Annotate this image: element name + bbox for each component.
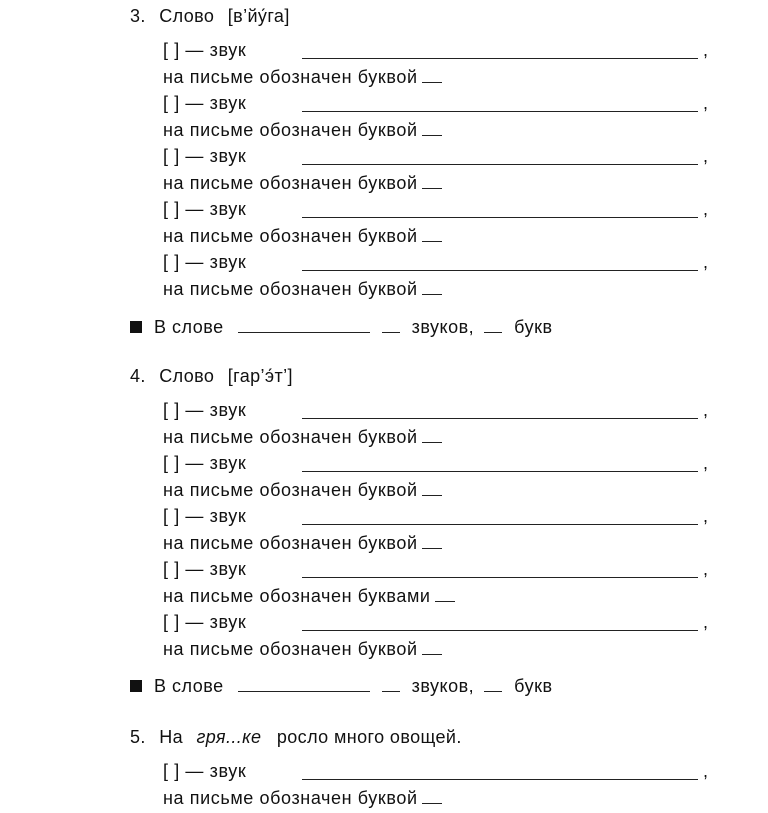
sound-label: [ ] — звук bbox=[163, 506, 247, 526]
bullet-square-icon bbox=[130, 321, 142, 333]
sound-answer-line[interactable] bbox=[302, 453, 698, 472]
comma: , bbox=[703, 146, 709, 166]
word-label: Слово bbox=[159, 6, 215, 26]
letter-text: на письме обозначен буквой bbox=[163, 226, 418, 246]
sound-label: [ ] — звук bbox=[163, 453, 247, 473]
sound-row bbox=[163, 400, 709, 424]
sound-answer-line[interactable] bbox=[302, 146, 698, 165]
comma: , bbox=[703, 400, 709, 420]
letter-answer-line[interactable] bbox=[422, 426, 442, 443]
sound-label: [ ] — звук bbox=[163, 146, 247, 166]
letter-text: на письме обозначен буквой bbox=[163, 427, 418, 447]
exercise-number: 4. bbox=[130, 366, 146, 386]
summary-prefix: В слове bbox=[154, 676, 224, 696]
sound-count-line[interactable] bbox=[382, 675, 400, 692]
letter-row bbox=[163, 479, 442, 503]
letter-answer-line[interactable] bbox=[422, 479, 442, 496]
sound-row bbox=[163, 252, 709, 276]
letter-count-line[interactable] bbox=[484, 675, 502, 692]
sound-row bbox=[163, 506, 709, 530]
sentence-end: росло много овощей. bbox=[276, 727, 462, 747]
sound-row bbox=[163, 453, 709, 477]
summary-row bbox=[130, 316, 553, 338]
sound-label: [ ] — звук bbox=[163, 40, 247, 60]
word-answer-line[interactable] bbox=[238, 316, 370, 333]
sound-label: [ ] — звук bbox=[163, 400, 247, 420]
letter-row bbox=[163, 66, 442, 90]
summary-prefix: В слове bbox=[154, 317, 224, 337]
sound-answer-line[interactable] bbox=[302, 761, 698, 780]
letter-text: на письме обозначен буквой bbox=[163, 480, 418, 500]
sound-row bbox=[163, 93, 709, 117]
exercise-number: 5. bbox=[130, 727, 146, 747]
letter-answer-line[interactable] bbox=[422, 225, 442, 242]
comma: , bbox=[703, 453, 709, 473]
comma: , bbox=[703, 199, 709, 219]
comma: , bbox=[703, 761, 709, 781]
sound-answer-line[interactable] bbox=[302, 400, 698, 419]
sound-row bbox=[163, 612, 709, 636]
sound-label: [ ] — звук bbox=[163, 93, 247, 113]
transcription: [в’йу́га] bbox=[227, 6, 290, 26]
letter-text: на письме обозначен буквой bbox=[163, 67, 418, 87]
transcription: [гар’э́т’] bbox=[227, 366, 293, 386]
sound-answer-line[interactable] bbox=[302, 252, 698, 271]
sound-label: [ ] — звук bbox=[163, 612, 247, 632]
sound-label: [ ] — звук bbox=[163, 559, 247, 579]
comma: , bbox=[703, 559, 709, 579]
letter-row bbox=[163, 278, 442, 302]
letter-answer-line[interactable] bbox=[422, 66, 442, 83]
letter-answer-line[interactable] bbox=[422, 119, 442, 136]
letter-text: на письме обозначен буквой bbox=[163, 173, 418, 193]
comma: , bbox=[703, 40, 709, 60]
comma: , bbox=[703, 506, 709, 526]
sound-answer-line[interactable] bbox=[302, 199, 698, 218]
sound-label: [ ] — звук bbox=[163, 761, 247, 781]
letter-answer-line[interactable] bbox=[435, 585, 455, 602]
sounds-label: звуков, bbox=[411, 676, 475, 696]
letter-count-line[interactable] bbox=[484, 316, 502, 333]
letters-label: букв bbox=[514, 676, 553, 696]
letter-text: на письме обозначен буквами bbox=[163, 586, 431, 606]
comma: , bbox=[703, 612, 709, 632]
sound-row bbox=[163, 559, 709, 583]
word-answer-line[interactable] bbox=[238, 675, 370, 692]
comma: , bbox=[703, 93, 709, 113]
sentence-start: На bbox=[159, 727, 184, 747]
word-label: Слово bbox=[159, 366, 215, 386]
letter-answer-line[interactable] bbox=[422, 278, 442, 295]
letter-answer-line[interactable] bbox=[422, 532, 442, 549]
comma: , bbox=[703, 252, 709, 272]
letter-text: на письме обозначен буквой bbox=[163, 639, 418, 659]
sound-label: [ ] — звук bbox=[163, 252, 247, 272]
bullet-square-icon bbox=[130, 680, 142, 692]
sound-row bbox=[163, 146, 709, 170]
letter-row bbox=[163, 638, 442, 662]
letter-answer-line[interactable] bbox=[422, 787, 442, 804]
sound-answer-line[interactable] bbox=[302, 40, 698, 59]
letter-row bbox=[163, 426, 442, 450]
exercise-number: 3. bbox=[130, 6, 146, 26]
summary-row bbox=[130, 675, 553, 697]
letters-label: букв bbox=[514, 317, 553, 337]
sound-answer-line[interactable] bbox=[302, 93, 698, 112]
letter-text: на письме обозначен буквой bbox=[163, 279, 418, 299]
sound-answer-line[interactable] bbox=[302, 559, 698, 578]
sound-row bbox=[163, 199, 709, 223]
letter-row bbox=[163, 787, 442, 811]
letter-row bbox=[163, 585, 455, 609]
exercise-5-heading bbox=[130, 727, 462, 748]
sound-answer-line[interactable] bbox=[302, 612, 698, 631]
exercise-4-heading bbox=[130, 366, 293, 387]
letter-answer-line[interactable] bbox=[422, 172, 442, 189]
sound-label: [ ] — звук bbox=[163, 199, 247, 219]
letter-row bbox=[163, 172, 442, 196]
sound-count-line[interactable] bbox=[382, 316, 400, 333]
letter-text: на письме обозначен буквой bbox=[163, 788, 418, 808]
letter-text: на письме обозначен буквой bbox=[163, 533, 418, 553]
letter-row bbox=[163, 532, 442, 556]
letter-row bbox=[163, 119, 442, 143]
sound-row bbox=[163, 761, 709, 785]
letter-row bbox=[163, 225, 442, 249]
letter-text: на письме обозначен буквой bbox=[163, 120, 418, 140]
sounds-label: звуков, bbox=[411, 317, 475, 337]
letter-answer-line[interactable] bbox=[422, 638, 442, 655]
sound-answer-line[interactable] bbox=[302, 506, 698, 525]
italic-word: гря...ке bbox=[196, 727, 262, 747]
exercise-3-heading bbox=[130, 6, 290, 27]
sound-row bbox=[163, 40, 709, 64]
